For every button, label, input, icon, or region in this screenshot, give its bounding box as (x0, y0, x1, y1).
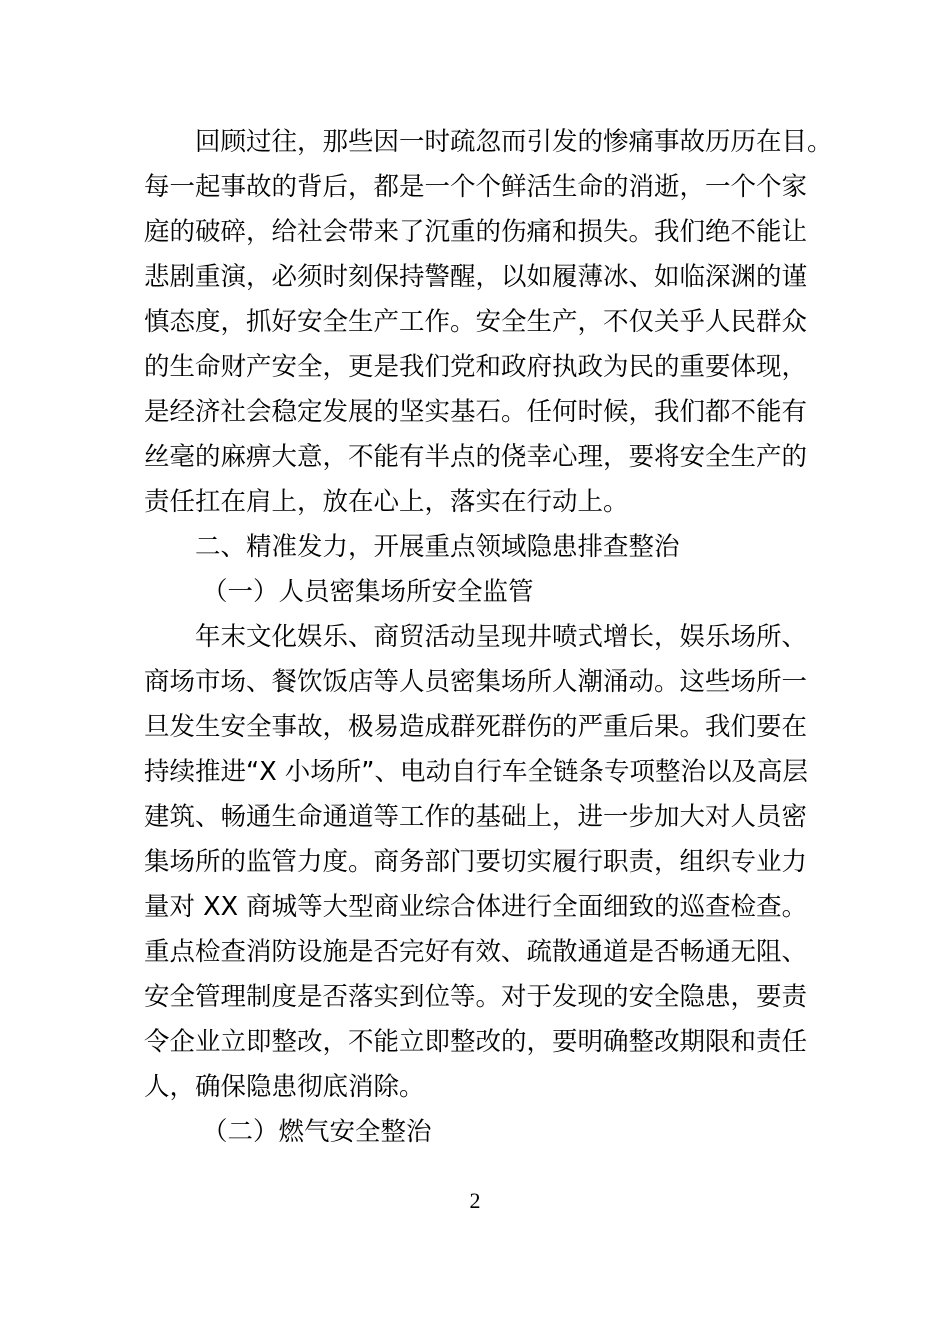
subsection-heading: （一）人员密集场所安全监管 (202, 577, 534, 607)
paragraph-line: 回顾过往，那些因一时疏忽而引发的惨痛事故历历在目。 (195, 127, 833, 157)
paragraph-line: 集场所的监管力度。商务部门要切实履行职责，组织专业力 (144, 847, 808, 877)
subsection-heading: （二）燃气安全整治 (202, 1117, 432, 1147)
page-number: 2 (469, 1188, 481, 1213)
paragraph-line: 庭的破碎，给社会带来了沉重的伤痛和损失。我们绝不能让 (144, 217, 808, 247)
body-text (144, 120, 833, 1155)
paragraph-line: 重点检查消防设施是否完好有效、疏散通道是否畅通无阻、 (144, 937, 808, 967)
paragraph-line: 商场市场、餐饮饭店等人员密集场所人潮涌动。这些场所一 (144, 667, 808, 697)
section-heading: 二、精准发力，开展重点领域隐患排查整治 (195, 532, 680, 562)
paragraph-line: 建筑、畅通生命通道等工作的基础上，进一步加大对人员密 (144, 802, 808, 832)
paragraph-line: 悲剧重演，必须时刻保持警醒，以如履薄冰、如临深渊的谨 (144, 262, 808, 292)
paragraph-line: 每一起事故的背后，都是一个个鲜活生命的消逝，一个个家 (144, 172, 808, 202)
paragraph-line: 的生命财产安全，更是我们党和政府执政为民的重要体现， (144, 352, 808, 382)
paragraph-line: 量对 XX 商城等大型商业综合体进行全面细致的巡查检查。 (144, 892, 808, 922)
paragraph-line: 责任扛在肩上，放在心上，落实在行动上。 (144, 487, 629, 517)
paragraph-line: 安全管理制度是否落实到位等。对于发现的安全隐患，要责 (144, 982, 808, 1012)
paragraph-line: 令企业立即整改，不能立即整改的，要明确整改期限和责任 (144, 1027, 808, 1057)
paragraph-line: 持续推进“X 小场所”、电动自行车全链条专项整治以及高层 (144, 757, 808, 787)
paragraph-line: 是经济社会稳定发展的坚实基石。任何时候，我们都不能有 (144, 397, 808, 427)
paragraph-line: 年末文化娱乐、商贸活动呈现井喷式增长，娱乐场所、 (195, 622, 808, 652)
paragraph-line: 丝毫的麻痹大意，不能有半点的侥幸心理，要将安全生产的 (144, 442, 808, 472)
paragraph-line: 旦发生安全事故，极易造成群死群伤的严重后果。我们要在 (144, 712, 808, 742)
paragraph-line: 人，确保隐患彻底消除。 (144, 1072, 425, 1102)
paragraph-line: 慎态度，抓好安全生产工作。安全生产，不仅关乎人民群众 (144, 307, 808, 337)
